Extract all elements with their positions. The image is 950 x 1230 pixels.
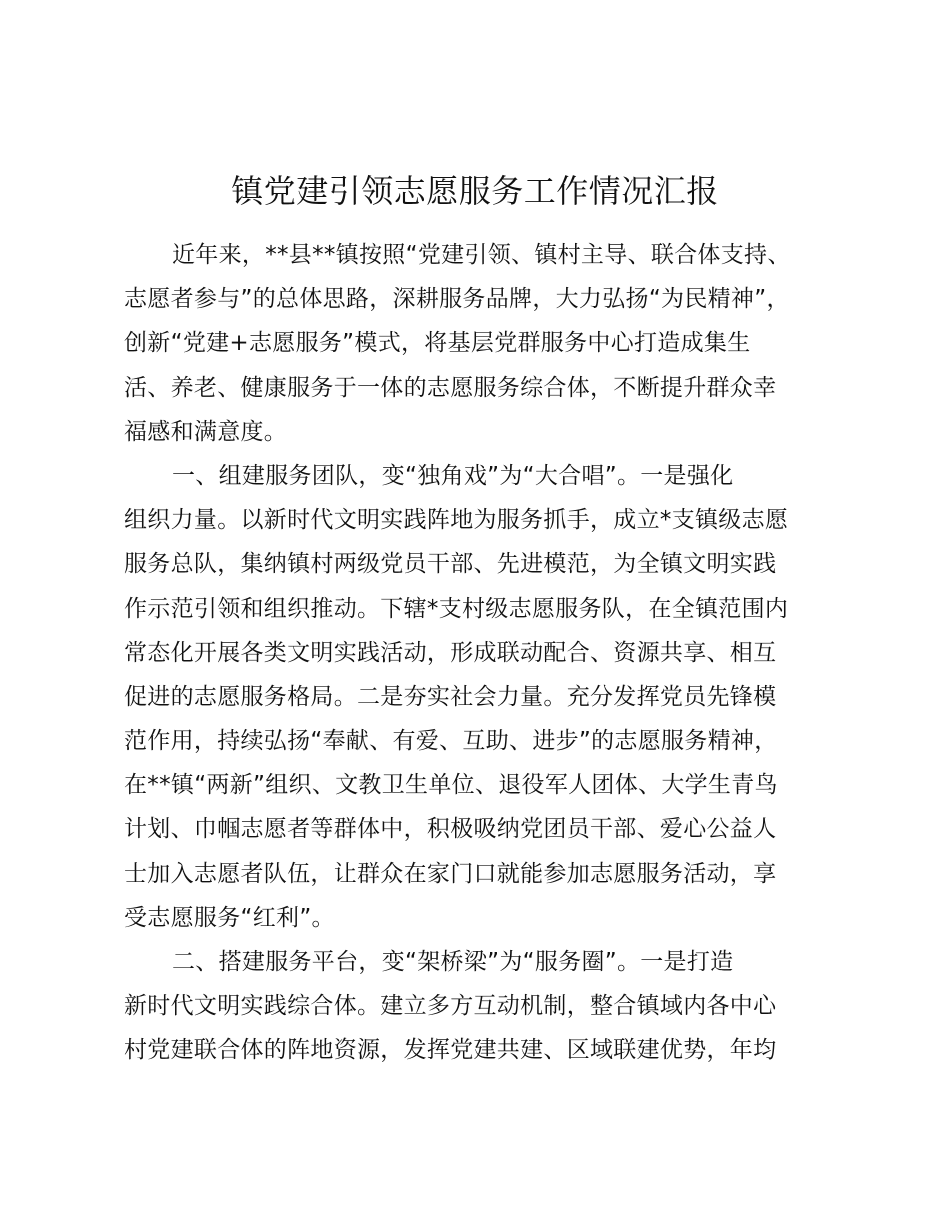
text-line: 计划、巾帼志愿者等群体中，积极吸纳党团员干部、爱心公益人 — [124, 816, 777, 843]
text-line: 在**镇“两新”组织、文教卫生单位、退役军人团体、大学生青鸟 — [124, 772, 778, 799]
text-line: 受志愿服务“红利”。 — [124, 904, 335, 931]
text-line: 作示范引领和组织推动。下辖*支村级志愿服务队，在全镇范围内 — [124, 595, 789, 622]
text-line: 常态化开展各类文明实践活动，形成联动配合、资源共享、相互 — [124, 639, 777, 666]
text-line: 范作用，持续弘扬“奉献、有爱、互助、进步”的志愿服务精神， — [124, 728, 778, 755]
text-line: 促进的志愿服务格局。二是夯实社会力量。充分发挥党员先锋模 — [124, 683, 777, 710]
text-line: 服务总队，集纳镇村两级党员干部、先进模范，为全镇文明实践 — [124, 551, 777, 578]
text-line: 二、搭建服务平台，变“架桥梁”为“服务圈”。一是打造 — [172, 949, 734, 975]
text-line: 志愿者参与”的总体思路，深耕服务品牌，大力弘扬“为民精神”， — [124, 286, 790, 313]
text-line: 一、组建服务团队，变“独角戏”为“大合唱”。一是强化 — [172, 462, 734, 489]
text-line: 创新“党建+志愿服务”模式，将基层党群服务中心打造成集生 — [124, 330, 751, 357]
paragraph-section-two — [124, 940, 844, 1073]
document-title: 镇党建引领志愿服务工作情况汇报 — [231, 172, 719, 210]
paragraph-intro — [124, 233, 844, 454]
text-line: 福感和满意度。 — [124, 418, 288, 445]
text-line: 村党建联合体的阵地资源，发挥党建共建、区域联建优势，年均 — [124, 1037, 777, 1064]
text-line: 近年来，**县**镇按照“党建引领、镇村主导、联合体支持、 — [172, 242, 791, 268]
document-body — [124, 233, 844, 1073]
text-line: 组织力量。以新时代文明实践阵地为服务抓手，成立*支镇级志愿 — [124, 507, 789, 534]
paragraph-section-one — [124, 454, 844, 940]
text-line: 士加入志愿者队伍，让群众在家门口就能参加志愿服务活动，享 — [124, 860, 777, 887]
text-line: 新时代文明实践综合体。建立多方互动机制，整合镇域内各中心 — [124, 993, 777, 1020]
text-line: 活、养老、健康服务于一体的志愿服务综合体，不断提升群众幸 — [124, 374, 777, 401]
